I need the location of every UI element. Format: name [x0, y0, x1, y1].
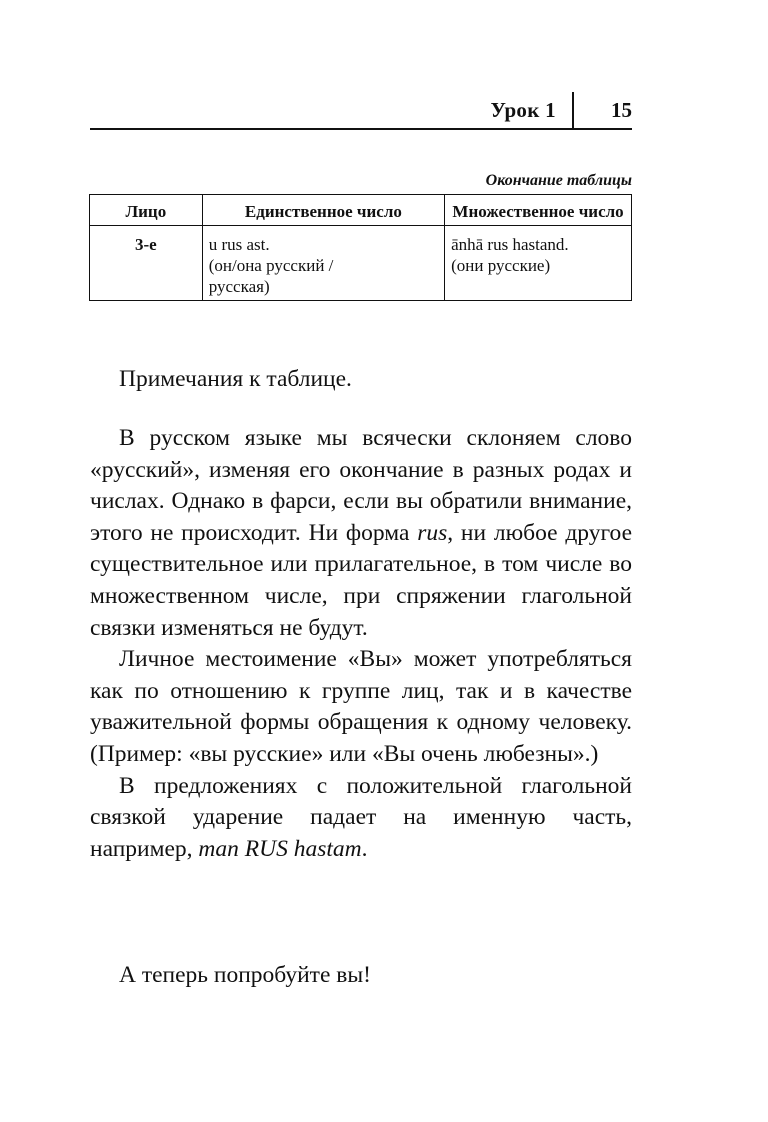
singular-farsi: u rus ast.: [208, 235, 270, 254]
paragraph-declension-part2: , ни любое другое существительное или прилагательное, в том числе во множественном числе, при спряжении глагольной связки изменяться не будут.: [90, 519, 633, 641]
plural-translation: (они русские): [451, 256, 551, 275]
header-plural: Множественное число: [445, 195, 632, 226]
paragraph-declension: [90, 423, 632, 644]
paragraph-declension-italic: rus: [417, 519, 448, 546]
chapter-title: Урок 1: [490, 98, 556, 122]
singular-translation-1: (он/она русский /: [208, 256, 334, 275]
header-divider: [572, 92, 574, 128]
header-singular: Единственное число: [202, 195, 444, 226]
table-header-row: [90, 195, 632, 226]
paragraph-declension-part1: В русском языке мы всячески склоняем слово «русский», изменяя его окончание в разных родах и числах. Однако в фарси, если вы обратили внимание, этого не происходит. Ни форма: [90, 425, 632, 546]
page-number: 15: [611, 98, 632, 122]
table-row: [90, 226, 632, 301]
notes-body: [90, 423, 632, 865]
paragraph-stress-italic: man RUS hastam: [198, 835, 362, 862]
paragraph-stress-part2: .: [361, 835, 368, 862]
paragraph-stress-part1: В предложениях с положительной глагольной связкой ударение падает на именную часть, например,: [90, 772, 632, 862]
conjugation-table: [89, 194, 632, 301]
cell-singular: [202, 226, 444, 301]
table-caption: Окончание таблицы: [485, 172, 632, 189]
paragraph-pronoun: Личное местоимение «Вы» может употребляться как по отношению к группе лиц, так и в качестве уважительной формы обращения к одному человеку. (Пример: «вы русские» или «Вы очень любезны».): [90, 646, 632, 767]
cell-plural: [445, 226, 632, 301]
notes-heading: Примечания к таблице.: [119, 366, 352, 392]
singular-translation-2: русская): [208, 277, 270, 296]
closing-line: А теперь попробуйте вы!: [119, 962, 371, 988]
running-header: [90, 92, 632, 130]
paragraph-stress: [90, 771, 632, 866]
header-person: Лицо: [90, 195, 203, 226]
plural-farsi: ānhā rus hastand.: [451, 235, 569, 254]
cell-person: 3-е: [90, 226, 203, 301]
